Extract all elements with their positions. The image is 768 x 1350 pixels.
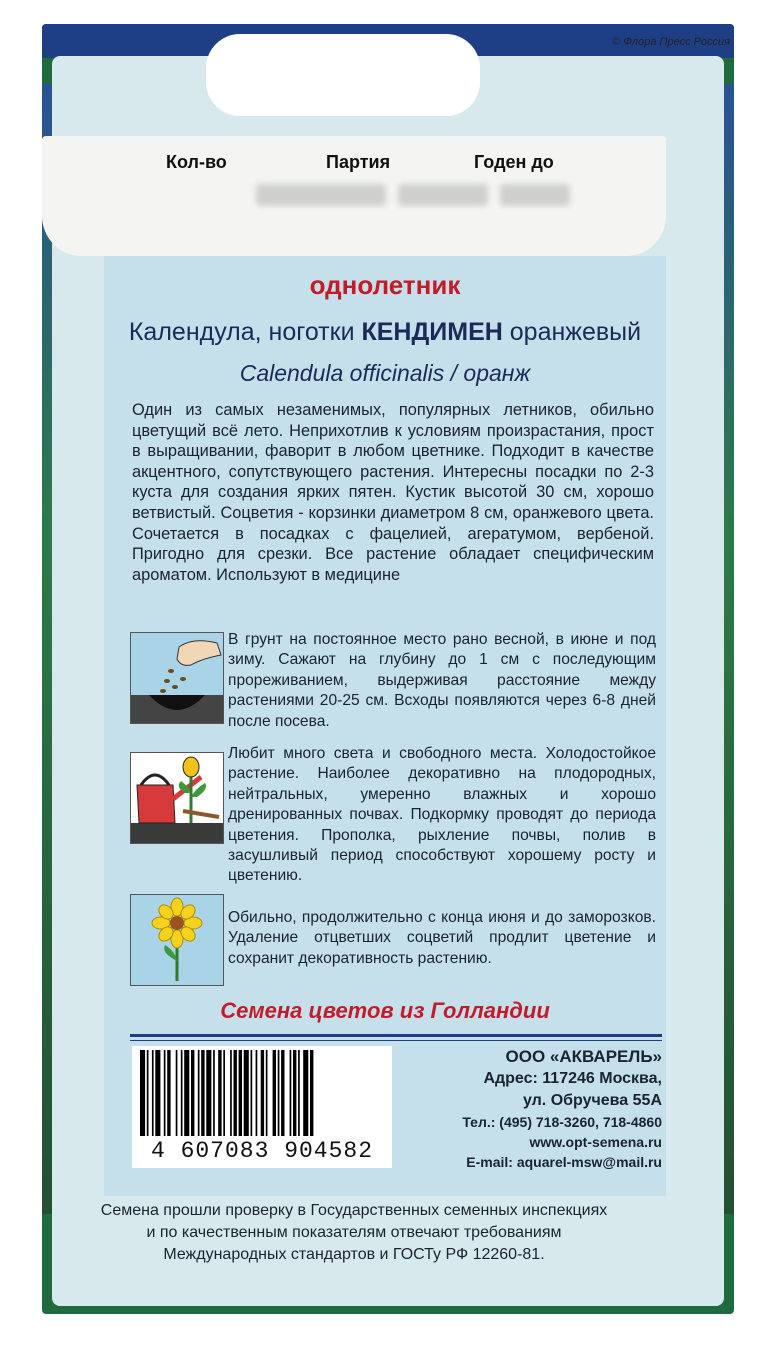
- slogan: Семена цветов из Голландии: [220, 998, 550, 1023]
- company-email[interactable]: E-mail: aquarel-msw@mail.ru: [466, 1154, 662, 1170]
- barcode-number: 4 607083 904582: [150, 1138, 374, 1164]
- flower-icon: [130, 894, 224, 986]
- blurred-quantity: [256, 184, 386, 206]
- care-instructions: Любит много света и свободного места. Холодостойкое растение. Наиболее декоративно на плодородных, нейтральных, умеренно влажных и хорошо дренированных почвах. Подкормку проводят до периода цветения. Прополка, рыхление почвы, полив в засушливый период способствуют хорошему росту и цветению.: [228, 745, 656, 885]
- batch-label: Партия: [326, 152, 391, 172]
- company-phone: Тел.: (495) 718-3260, 718-4860: [462, 1114, 662, 1130]
- product-description: Один из самых незаменимых, популярных летников, обильно цветущий всё лето. Неприхотлив к условиям произрастания, прост в выращивании, фаворит в любом цветнике. Подходит в качестве акцентного, сопутствующего растения. Интересны посадки по 2-3 куста для создания ярких пятен. Кустик высотой 30 см, хорошо ветвистый. Соцветия - корзинки диаметром 8 см, оранжевого цвета. Сочетается в посадках с фацелией, агератумом, вербеной. Пригодно для срезки. Все растение обладает специфическим ароматом. Используют в медицине: [132, 401, 654, 584]
- latin-name: Calendula officinalis / оранж: [239, 360, 531, 386]
- quantity-label: Кол-во: [166, 152, 227, 172]
- blurred-batch: [398, 184, 488, 206]
- barcode-bars: [132, 1046, 392, 1138]
- copyright-text: © Флора Пресс Россия: [612, 36, 730, 48]
- company-address-line1: Адрес: 117246 Москва,: [483, 1070, 662, 1087]
- sowing-hand-icon: [130, 632, 224, 724]
- company-address-line2: ул. Обручева 55А: [522, 1092, 662, 1109]
- footer-line3: Международных стандартов и ГОСТу РФ 12260-81.: [163, 1246, 545, 1263]
- watering-can-icon: [130, 752, 224, 844]
- title-part2: оранжевый: [502, 318, 642, 346]
- product-title: [104, 318, 666, 347]
- bloom-info: Обильно, продолжительно с конца июня и до заморозков. Удаление отцветших соцветий продлит цветение и сохранит декоративность растению.: [228, 909, 656, 967]
- blurred-expiry: [500, 184, 570, 206]
- company-name: ООО «АКВАРЕЛЬ»: [505, 1047, 662, 1066]
- title-variety: КЕНДИМЕН: [361, 318, 503, 346]
- certification-footer: [42, 1200, 666, 1266]
- sowing-instructions: В грунт на постоянное место рано весной, в июне и под зиму. Сажают на глубину до 1 см с последующим прореживанием, выдерживая расстояние между растениями 20-25 см. Всходы появляются через 6-8 дней после посева.: [228, 631, 656, 730]
- company-website[interactable]: www.opt-semena.ru: [529, 1134, 662, 1150]
- divider-thick: [130, 1034, 662, 1037]
- plant-type-heading: однолетник: [309, 270, 461, 300]
- title-part1: Календула, ноготки: [128, 318, 362, 346]
- footer-line2: и по качественным показателям отвечают требованиям: [146, 1224, 562, 1241]
- divider-thin: [130, 1040, 662, 1041]
- company-info: [396, 1046, 662, 1172]
- footer-line1: Семена прошли проверку в Государственных семенных инспекциях: [100, 1202, 608, 1219]
- expiry-label: Годен до: [474, 152, 554, 172]
